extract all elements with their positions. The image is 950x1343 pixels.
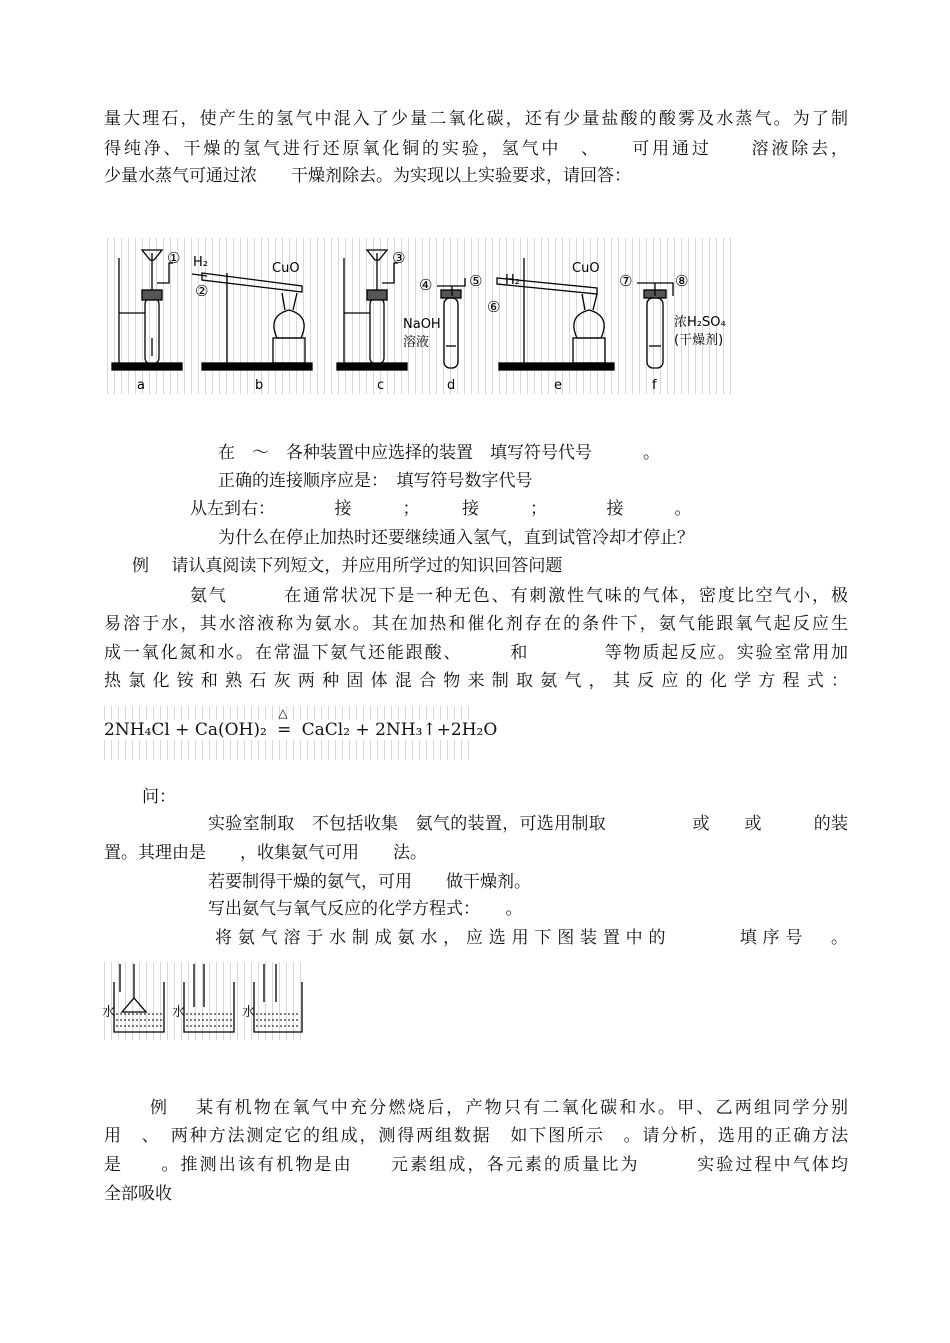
question-2: 正确的连接顺序应是： 填写符号数字代号 <box>218 471 533 491</box>
apparatus-figure <box>107 238 734 394</box>
question-3: 为什么在停止加热时还要继续通入氢气，直到试管冷却才停止？ <box>218 528 694 548</box>
example-3-line-2: 用 、 两种方法测定它的组成，测得两组数据 如下图所示 。请分析，选用的正确方法 <box>104 1126 848 1146</box>
apparatus-h2-label-e: H₂ <box>505 273 520 288</box>
apparatus-label-a: a <box>137 378 145 393</box>
port-number-5: ⑤ <box>469 272 483 290</box>
example-2-q2: 若要制得干燥的氨气，可用 做干燥剂。 <box>208 872 531 892</box>
port-number-2: ② <box>195 282 209 300</box>
water-label-1: 水 <box>102 1005 116 1020</box>
apparatus-cuo-label-b: CuO <box>272 261 300 276</box>
apparatus-h2-label-b: H₂ <box>193 255 208 270</box>
water-label-3: 水 <box>242 1005 256 1020</box>
example-2-heading: 例 请认真阅读下列短文，并应用所学过的知识回答问题 <box>132 556 563 576</box>
apparatus-cuo-label-e: CuO <box>572 261 600 276</box>
example-2-q1-a: 实验室制取 不包括收集 氨气的装置，可选用制取 或 或 的装 <box>208 814 848 834</box>
example-3-line-3: 是 。推测出该有机物是由 元素组成，各元素的质量比为 实验过程中气体均 <box>104 1155 848 1175</box>
h2so4-label: 浓H₂SO₄ <box>674 315 726 330</box>
naoh-solution-label: 溶液 <box>403 335 430 350</box>
example-2-q4: 将氨气溶于水制成氨水，应选用下图装置中的 填序号 。 <box>215 928 848 948</box>
apparatus-label-f: f <box>652 378 657 393</box>
beaker-drawing <box>104 962 304 1040</box>
apparatus-label-c: c <box>377 378 385 393</box>
example-2-para-2: 易溶于水，其水溶液称为氨水。其在加热和催化剂存在的条件下，氨气能跟氧气起反应生 <box>104 614 848 634</box>
ask-label: 问： <box>142 787 176 807</box>
desiccant-label: (干燥剂) <box>674 333 724 348</box>
question-1: 在 ～ 各种装置中应选择的装置 填写符号代号 。 <box>218 443 660 463</box>
example-2-q1-b: 置。其理由是 ，收集氨气可用 法。 <box>104 843 427 863</box>
port-number-6: ⑥ <box>487 298 501 316</box>
example-2-q3: 写出氨气与氧气反应的化学方程式： 。 <box>208 899 523 919</box>
equation-arrow: △ = <box>277 706 292 740</box>
apparatus-label-e: e <box>554 378 562 393</box>
example-2-para-3: 成一氧化氮和水。在常温下氨气还能跟酸、 和 等物质起反应。实验室常用加 <box>104 643 848 663</box>
apparatus-drawing <box>107 238 734 394</box>
intro-line-1: 量大理石，使产生的氢气中混入了少量二氧化碳，还有少量盐酸的酸雾及水蒸气。为了制 <box>104 109 848 129</box>
intro-line-2: 得纯净、干燥的氢气进行还原氧化铜的实验，氢气中 、 可用通过 溶液除去， <box>104 139 848 159</box>
water-label-2: 水 <box>172 1005 186 1020</box>
example-2-para-1: 氨气 在通常状况下是一种无色、有刺激性气味的气体，密度比空气小，极 <box>190 586 848 606</box>
port-number-1: ① <box>167 249 181 267</box>
port-number-3: ③ <box>392 249 406 267</box>
example-3-line-4: 全部吸收 <box>104 1184 172 1204</box>
intro-line-3: 少量水蒸气可通过浓 干燥剂除去。为实现以上实验要求，请回答： <box>104 166 631 186</box>
equation-products: CaCl₂ + 2NH₃↑+2H₂O <box>301 720 498 740</box>
equation-box <box>104 706 498 760</box>
port-number-8: ⑧ <box>675 272 689 290</box>
beaker-figure <box>104 962 304 1040</box>
question-2-blanks: 从左到右： 接 ； 接 ； 接 。 <box>190 499 692 519</box>
example-2-para-4: 热氯化铵和熟石灰两种固体混合物来制取氨气，其反应的化学方程式： <box>104 671 848 691</box>
port-number-4: ④ <box>419 276 433 294</box>
port-number-7: ⑦ <box>619 272 633 290</box>
apparatus-label-d: d <box>447 378 456 393</box>
apparatus-label-b: b <box>255 378 264 393</box>
equation-reactants: 2NH₄Cl + Ca(OH)₂ <box>104 720 267 740</box>
equation <box>104 706 498 740</box>
naoh-label: NaOH <box>403 317 441 332</box>
example-3-line-1: 例 某有机物在氧气中充分燃烧后，产物只有二氧化碳和水。甲、乙两组同学分别 <box>150 1098 848 1118</box>
heat-condition: △ <box>278 706 288 720</box>
